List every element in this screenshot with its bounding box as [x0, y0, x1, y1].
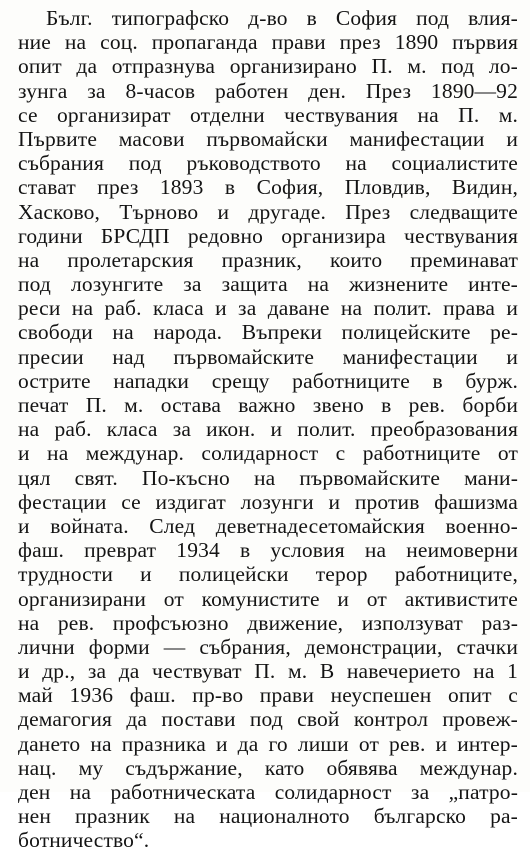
text-line: Първите масови първомайски манифестации и [18, 126, 518, 151]
text-line: демагогия да постави под свой контрол провеж- [18, 707, 518, 732]
text-line: нац. му съдържание, като обявява междунар. [18, 755, 518, 780]
text-line: събрания под ръководството на социалистите [18, 151, 518, 176]
text-line: нен празник на националното българско ра- [18, 804, 518, 829]
text-line: стават през 1893 в София, Пловдив, Видин, [18, 175, 518, 200]
text-line: ден на работническата солидарност за „патро- [18, 780, 518, 804]
article-paragraph [18, 6, 518, 853]
text-line: май 1936 фаш. пр-во прави неуспешен опит с [18, 683, 518, 708]
text-line: се организират отделни чествувания на П. м. [18, 102, 518, 127]
text-line: свободи на народа. Въпреки полицейските ре- [18, 320, 518, 345]
text-line: години БРСДП редовно организира чествувания [18, 223, 518, 248]
text-line: опит да отпразнува организирано П. м. под ло- [18, 54, 518, 79]
text-line: дането на празника и да го лиши от рев. и интер- [18, 731, 518, 756]
text-line: ботничество“. [18, 828, 150, 853]
text-line: и на междунар. солидарност с работниците от [18, 441, 518, 466]
text-line: на раб. класа за икон. и полит. преобразования [18, 417, 518, 442]
text-line: и войната. След деветнадесетомайския военно- [18, 513, 518, 538]
text-line: на рев. профсъюзно движение, използуват раз- [18, 610, 518, 635]
text-line: реси на раб. класа и за даване на полит. права и [18, 296, 518, 321]
text-line: лични форми — събрания, демонстрации, стачки [18, 634, 518, 659]
text-line: печат П. м. остава важно звено в рев. борби [18, 393, 518, 417]
text-line: ние на соц. пропаганда прави през 1890 първия [18, 30, 518, 55]
text-line: Бълг. типографско д-во в София под влия- [46, 6, 518, 30]
text-line: и др., за да чествуват П. м. В навечерието на 1 [18, 659, 518, 684]
text-line: зунга за 8-часов работен ден. През 1890—92 [18, 78, 518, 103]
text-line: Хасково, Търново и другаде. През следващите [18, 199, 518, 224]
text-line: острите нападки срещу работниците в бурж. [18, 368, 518, 393]
text-line: трудности и полицейски терор работниците, [18, 562, 518, 587]
text-line: фаш. преврат 1934 в условия на неимоверни [18, 538, 518, 563]
text-line: организирани от комунистите и от активистите [18, 586, 518, 611]
text-line: фестации се издигат лозунги и против фашизма [18, 489, 518, 514]
text-line: на пролетарския празник, които преминават [18, 247, 518, 272]
text-line: пресии над първомайските манифестации и [18, 344, 518, 369]
text-line: цял свят. По-късно на първомайските мани- [18, 465, 518, 490]
text-line: под лозунгите за защита на жизнените инте- [18, 272, 518, 297]
